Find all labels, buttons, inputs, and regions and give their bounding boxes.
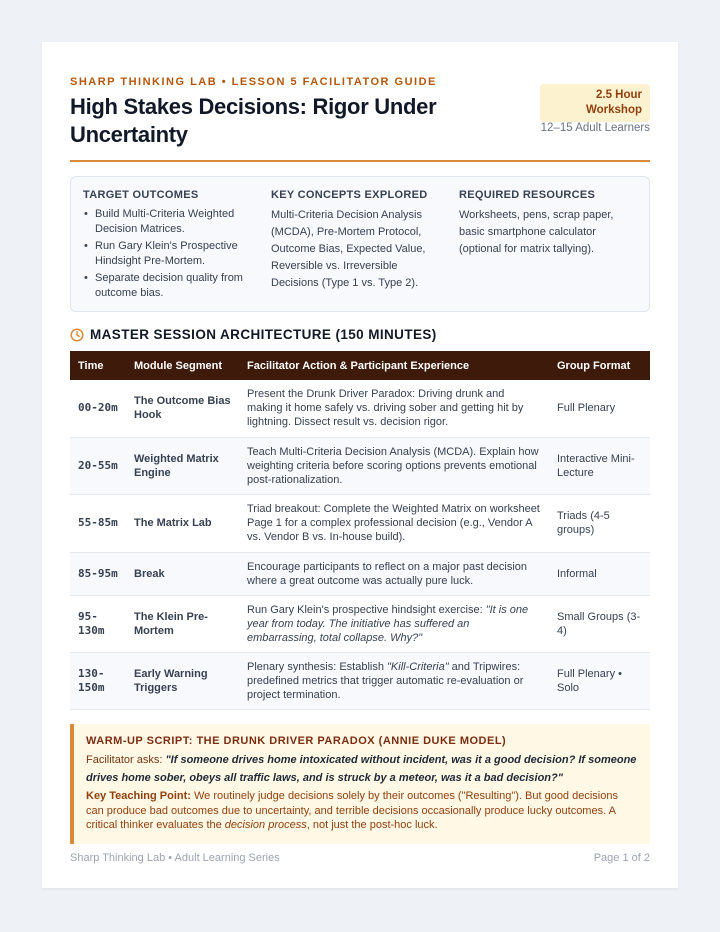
action-text-after: and Tripwires: predefined metrics that trigger automatic re-evaluation or project termination. — [247, 660, 524, 701]
column-header-time: Time — [70, 351, 126, 380]
concepts-text: Multi-Criteria Decision Analysis (MCDA), Pre-Mortem Protocol, Outcome Bias, Expected Value, Reversible vs. Irreversible Decisions (Type 1 vs. Type 2). — [271, 209, 426, 289]
row-format: Small Groups (3-4) — [549, 595, 650, 652]
concepts-heading: KEY CONCEPTS EXPLORED — [271, 189, 428, 201]
outcomes-heading: TARGET OUTCOMES — [83, 189, 199, 201]
table-header-row — [70, 351, 650, 380]
resources-column — [459, 189, 635, 258]
prompt-label: Facilitator asks: — [86, 754, 166, 766]
resources-heading: REQUIRED RESOURCES — [459, 189, 596, 201]
row-module: The Klein Pre-Mortem — [126, 595, 239, 652]
row-module: Break — [126, 552, 239, 595]
header-divider — [70, 160, 650, 162]
row-action — [239, 652, 549, 709]
row-time: 55-85m — [70, 494, 126, 552]
action-text: Run Gary Klein's prospective hindsight exercise: — [247, 603, 486, 616]
action-text: Encourage participants to reflect on a major past decision where a great outcome was actually pure luck. — [247, 560, 528, 587]
schedule-body — [70, 380, 650, 709]
teaching-point-emphasis: decision process — [224, 819, 307, 831]
row-action — [239, 595, 549, 652]
page-number: Page 1 of 2 — [593, 852, 650, 864]
prompt-quote: "If someone drives home intoxicated without incident, was it a good decision? If someone drives home sober, obeys all traffic laws, and is struck by a meteor, was it a bad decision?" — [86, 754, 637, 784]
row-format: Full Plenary — [549, 380, 650, 437]
action-emphasis: "Kill-Criteria" — [387, 660, 449, 673]
concepts-column — [271, 189, 443, 292]
row-time: 20-55m — [70, 437, 126, 494]
row-action — [239, 552, 549, 595]
action-emphasis: "It is one year from today. The initiative has suffered an embarrassing, total collapse. Why?" — [247, 603, 529, 644]
row-format: Informal — [549, 552, 650, 595]
row-module: The Matrix Lab — [126, 494, 239, 552]
teaching-point-label: Key Teaching Point: — [86, 790, 191, 802]
action-text: Triad breakout: Complete the Weighted Matrix on worksheet Page 1 for a complex professional decision (e.g., Vendor A vs. Vendor B vs. In-house build). — [247, 503, 540, 543]
list-item: • Build Multi-Criteria Weighted Decision Matrices. — [83, 207, 255, 236]
row-module: The Outcome Bias Hook — [126, 380, 239, 437]
teaching-point-text-end: , not just the post-hoc luck. — [306, 819, 438, 831]
series-kicker: SHARP THINKING LAB • LESSON 5 FACILITATOR GUIDE — [70, 76, 437, 88]
table-row — [70, 652, 650, 709]
table-row — [70, 552, 650, 595]
table-row — [70, 437, 650, 494]
audience-label: 12–15 Adult Learners — [540, 122, 650, 134]
action-text: Present the Drunk Driver Paradox: Driving drunk and making it home safely vs. driving sober and getting hit by lightning. Dissect result vs. decision rigor. — [247, 388, 524, 429]
list-item: • Separate decision quality from outcome bias. — [83, 271, 255, 300]
action-text: Teach Multi-Criteria Decision Analysis (MCDA). Explain how weighting criteria before scoring options prevents emotional post-rationalization. — [247, 445, 539, 486]
row-time: 95-130m — [70, 595, 126, 652]
list-item: • Run Gary Klein's Prospective Hindsight Pre-Mortem. — [83, 239, 255, 268]
outcomes-column — [83, 189, 255, 303]
overview-panel — [70, 176, 650, 312]
teaching-point — [86, 789, 638, 833]
column-header-action: Facilitator Action & Participant Experience — [239, 351, 549, 380]
schedule-heading — [70, 327, 437, 342]
table-row — [70, 595, 650, 652]
resources-text: Worksheets, pens, scrap paper, basic smartphone calculator (optional for matrix tallying). — [459, 209, 614, 255]
column-header-module: Module Segment — [126, 351, 239, 380]
row-time: 00-20m — [70, 380, 126, 437]
action-text: Plenary synthesis: Establish — [247, 660, 388, 673]
table-row — [70, 380, 650, 437]
callout-heading: WARM-UP SCRIPT: THE DRUNK DRIVER PARADOX (ANNIE DUKE MODEL) — [86, 735, 507, 747]
row-format: Full Plenary • Solo — [549, 652, 650, 709]
schedule-table — [70, 351, 650, 710]
row-module: Early Warning Triggers — [126, 652, 239, 709]
table-row — [70, 494, 650, 552]
schedule-heading-text: MASTER SESSION ARCHITECTURE (150 MINUTES) — [90, 327, 437, 342]
row-format: Triads (4-5 groups) — [549, 494, 650, 552]
column-header-format: Group Format — [549, 351, 650, 380]
teaching-point-text: We routinely judge decisions solely by their outcomes ("Resulting"). But good decisions can produce bad outcomes due to uncertainty, and terrible decisions occasionally produce lucky outcomes. A critical thinker evaluates the — [86, 790, 618, 831]
footer-series: Sharp Thinking Lab • Adult Learning Series — [70, 852, 280, 864]
clock-icon — [70, 328, 84, 342]
row-module: Weighted Matrix Engine — [126, 437, 239, 494]
row-format: Interactive Mini-Lecture — [549, 437, 650, 494]
guide-page — [42, 42, 678, 888]
row-time: 85-95m — [70, 552, 126, 595]
facilitator-prompt — [86, 751, 638, 787]
page-title: High Stakes Decisions: Rigor Under Uncertainty — [70, 94, 437, 147]
row-action — [239, 380, 549, 437]
outcomes-list — [83, 207, 255, 300]
row-action — [239, 437, 549, 494]
warmup-callout — [70, 724, 650, 844]
row-action — [239, 494, 549, 552]
duration-badge: 2.5 Hour Workshop — [540, 84, 650, 122]
row-time: 130-150m — [70, 652, 126, 709]
